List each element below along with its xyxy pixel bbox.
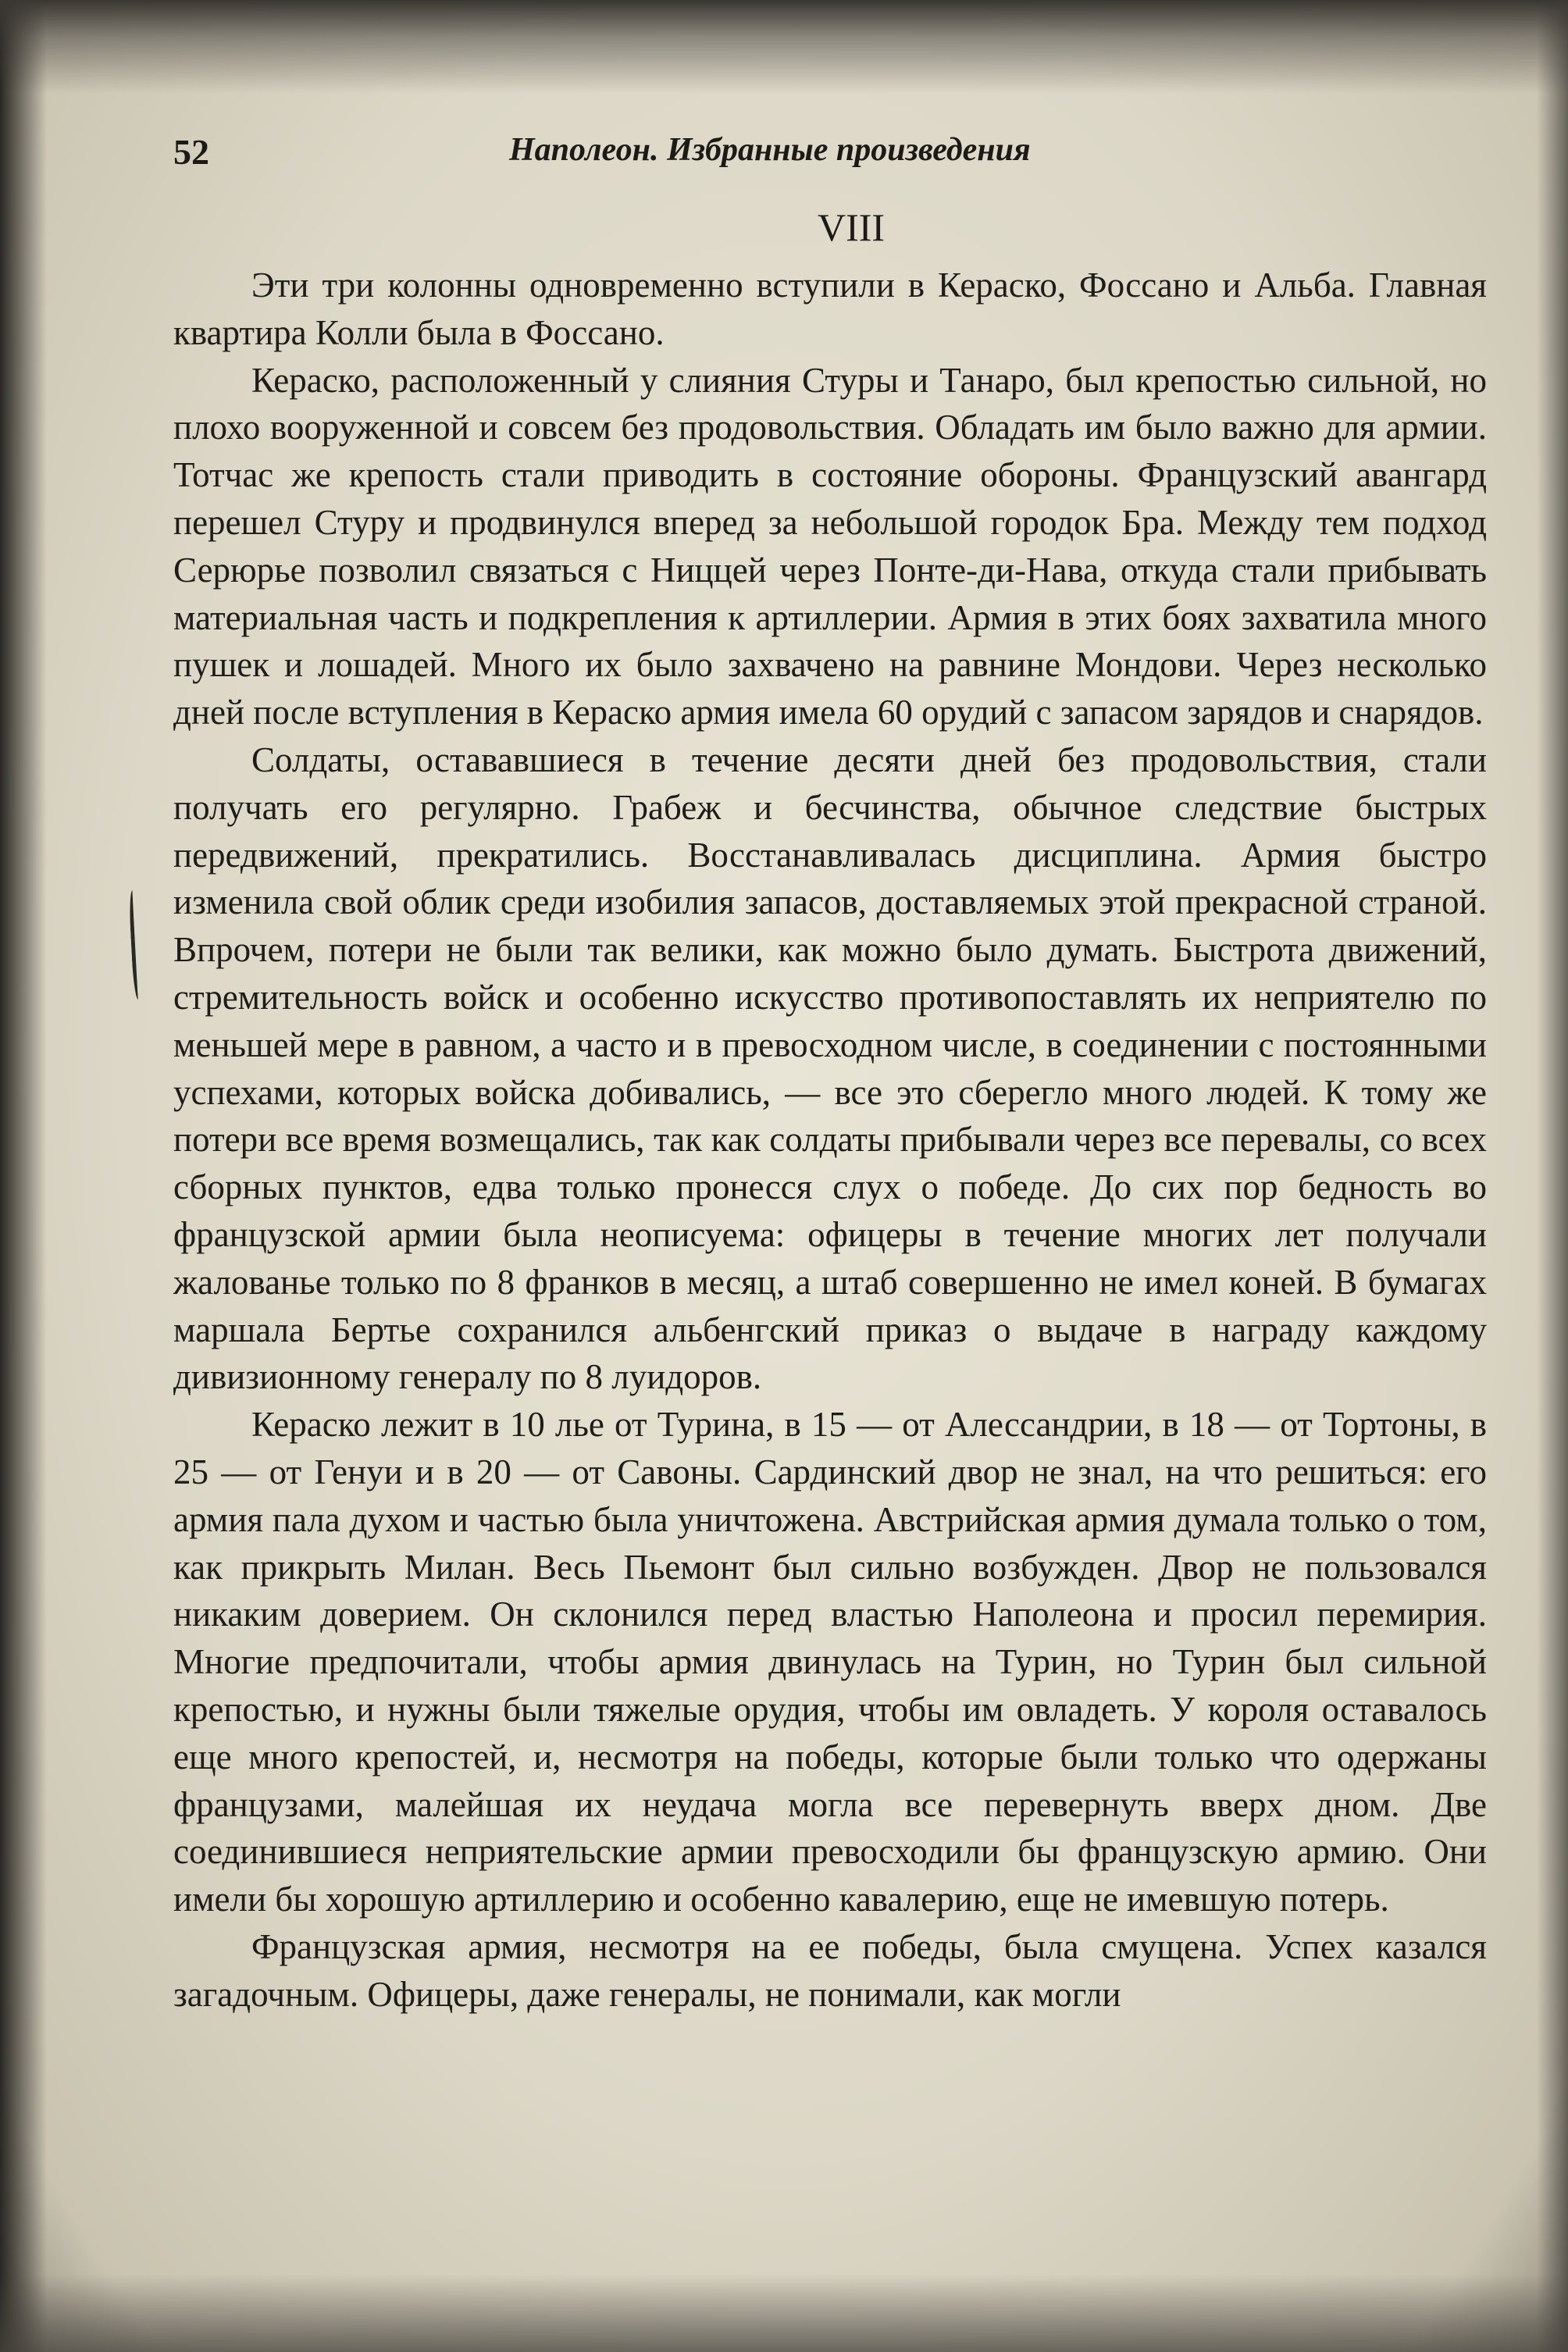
page-shadow-top	[0, 0, 1568, 94]
body-text	[173, 262, 1487, 2018]
paragraph: Солдаты, остававшиеся в течение десяти дней без продовольствия, стали получать его регулярно. Грабеж и бесчинства, обычное следствие быстрых передвижений, прекратились. Восстанавливалась дисциплина. Армия быстро изменила свой облик среди изобилия запасов, доставляемых этой прекрасной страной. Впрочем, потери не были так велики, как можно было думать. Быстрота движений, стремительность войск и особенно искусство противопоставлять их неприятелю по меньшей мере в равном, а часто и в превосходном числе, в соединении с постоянными успехами, которых войска добивались, — все это сберегло много людей. К тому же потери все время возмещались, так как солдаты прибывали через все перевалы, со всех сборных пунктов, едва только пронесся слух о победе. До сих пор бедность во французской армии была неописуема: офицеры в течение многих лет получали жалованье только по 8 франков в месяц, а штаб совершенно не имел коней. В бумагах маршала Бертье сохранился альбенгский приказ о выдаче в награду каждому дивизионному генералу по 8 луидоров.	[173, 739, 1487, 1397]
page-shadow-right	[1537, 0, 1568, 2352]
page-number: 52	[173, 132, 209, 172]
paragraph: Французская армия, несмотря на ее победы, была смущена. Успех казался загадочным. Офицеры, даже генералы, не понимали, как могли	[173, 1926, 1487, 2014]
running-title: Наполеон. Избранные произведения	[509, 132, 1031, 168]
pencil-margin-mark	[128, 890, 144, 1000]
paragraph: Кераско лежит в 10 лье от Турина, в 15 — от Алессандрии, в 18 — от Тортоны, в 25 — от Генуи и в 20 — от Савоны. Сардинский двор не знал, на что решиться: его армия пала духом и частью была уничтожена. Австрийская армия думала только о том, как прикрыть Милан. Весь Пьемонт был сильно возбужден. Двор не пользовался никаким доверием. Он склонился перед властью Наполеона и просил перемирия. Многие предпочитали, чтобы армия двинулась на Турин, но Турин был сильной крепостью, и нужны были тяжелые орудия, чтобы им овладеть. У короля оставалось еще много крепостей, и, несмотря на победы, которые были только что одержаны французами, малейшая их неудача могла все перевернуть вверх дном. Две соединившиеся неприятельские армии превосходили бы французскую армию. Они имели бы хорошую артиллерию и особенно кавалерию, еще не имевшую потерь.	[173, 1405, 1487, 1919]
page-shadow-bottom	[0, 2274, 1568, 2352]
page-header	[173, 131, 1485, 194]
paragraph: Кераско, расположенный у слияния Стуры и Танаро, был крепостью сильной, но плохо вооруженной и совсем без продовольствия. Обладать им было важно для армии. Тотчас же крепость стали приводить в состояние обороны. Французский авангард перешел Стуру и продвинулся вперед за небольшой городок Бра. Между тем подход Серюрье позволил связаться с Ниццей через Понте-ди-Нава, откуда стали прибывать материальная часть и подкрепления к артиллерии. Армия в этих боях захватила много пушек и лошадей. Много их было захвачено на равнине Мондови. Через несколько дней после вступления в Кераско армия имела 60 орудий с запасом зарядов и снарядов.	[173, 360, 1487, 732]
paragraph: Эти три колонны одновременно вступили в Кераско, Фоссано и Альба. Главная квартира Колли была в Фоссано.	[173, 265, 1487, 352]
chapter-heading: VIII	[817, 205, 886, 249]
page-shadow-left	[0, 0, 47, 2352]
